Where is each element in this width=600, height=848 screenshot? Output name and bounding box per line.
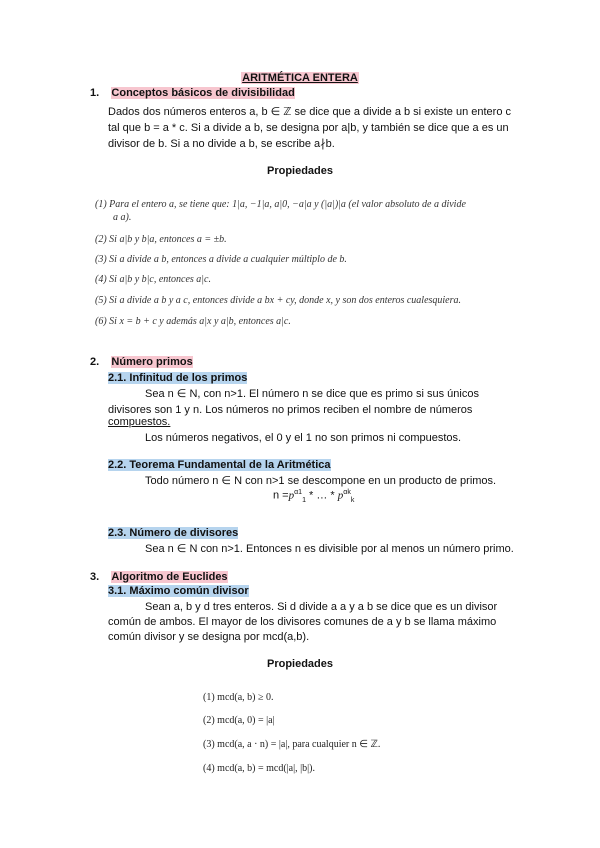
section-2-heading: 2. Número primos — [90, 356, 193, 368]
s3-1-line-3: común divisor y se designa por mcd(a,b). — [108, 631, 310, 643]
s1-paragraph-line-2: tal que b = a * c. Si a divide a b, se designa por a|b, y también se dice que a es un — [108, 122, 509, 134]
s1-property-3: (3) Si a divide a b, entonces a divide a cualquier múltiplo de b. — [95, 254, 347, 265]
s2-3-heading: 2.3. Número de divisores — [108, 527, 239, 539]
s2-1-line-1: Sea n ∈ N, con n>1. El número n se dice que es primo si sus únicos — [145, 388, 479, 400]
s3-properties-title: Propiedades — [266, 658, 334, 670]
s3-property-3: (3) mcd(a, a · n) = |a|, para cualquier n ∈ ℤ. — [203, 739, 381, 750]
s3-property-1: (1) mcd(a, b) ≥ 0. — [203, 692, 274, 703]
s3-1-line-1: Sean a, b y d tres enteros. Si d divide a a y a b se dice que es un divisor — [145, 601, 498, 613]
section-3-heading: 3. Algoritmo de Euclides — [90, 571, 228, 583]
s2-2-line-1: Todo número n ∈ N con n>1 se descompone en un producto de primos. — [145, 475, 497, 487]
s1-paragraph-line-3: divisor de b. Si a no divide a b, se escribe a∤b. — [108, 138, 335, 150]
s2-3-line-1: Sea n ∈ N con n>1. Entonces n es divisible por al menos un número primo. — [145, 543, 514, 555]
s3-1-line-2: común de ambos. El mayor de los divisores comunes de a y b se llama máximo — [108, 616, 497, 628]
s2-2-heading: 2.2. Teorema Fundamental de la Aritmética — [108, 459, 331, 471]
s1-property-2: (2) Si a|b y b|a, entonces a = ±b. — [95, 234, 227, 245]
s1-property-6: (6) Si x = b + c y además a|x y a|b, entonces a|c. — [95, 316, 291, 327]
s1-properties-title: Propiedades — [266, 165, 334, 177]
s1-property-1: (1) Para el entero a, se tiene que: 1|a, −1|a, a|0, −a|a y (|a|)|a (el valor absoluto de a divide — [95, 199, 466, 210]
s2-1-line-3: compuestos. — [108, 416, 171, 428]
document-title: ARITMÉTICA ENTERA — [242, 72, 358, 84]
s2-1-line-2: divisores son 1 y n. Los números no primos reciben el nombre de números — [108, 404, 473, 416]
s3-property-4: (4) mcd(a, b) = mcd(|a|, |b|). — [203, 763, 315, 774]
s2-1-line-4: Los números negativos, el 0 y el 1 no son primos ni compuestos. — [145, 432, 462, 444]
s3-1-heading: 3.1. Máximo común divisor — [108, 585, 249, 597]
s2-1-heading: 2.1. Infinitud de los primos — [108, 372, 248, 384]
s1-property-4: (4) Si a|b y b|c, entonces a|c. — [95, 274, 211, 285]
s1-property-5: (5) Si a divide a b y a c, entonces divide a bx + cy, donde x, y son dos enteros cualesquiera. — [95, 295, 462, 306]
prime-factorization-formula: $n =p^{\alpha 1}_1$ * … * $p^{\alpha k}_k$ — [273, 489, 355, 504]
s3-property-2: (2) mcd(a, 0) = |a| — [203, 715, 275, 726]
section-1-heading: 1. Conceptos básicos de divisibilidad — [90, 87, 295, 99]
s1-property-1-cont: a a). — [113, 212, 132, 223]
s1-paragraph-line-1: Dados dos números enteros a, b ∈ ℤ se dice que a divide a b si existe un entero c — [108, 106, 511, 118]
